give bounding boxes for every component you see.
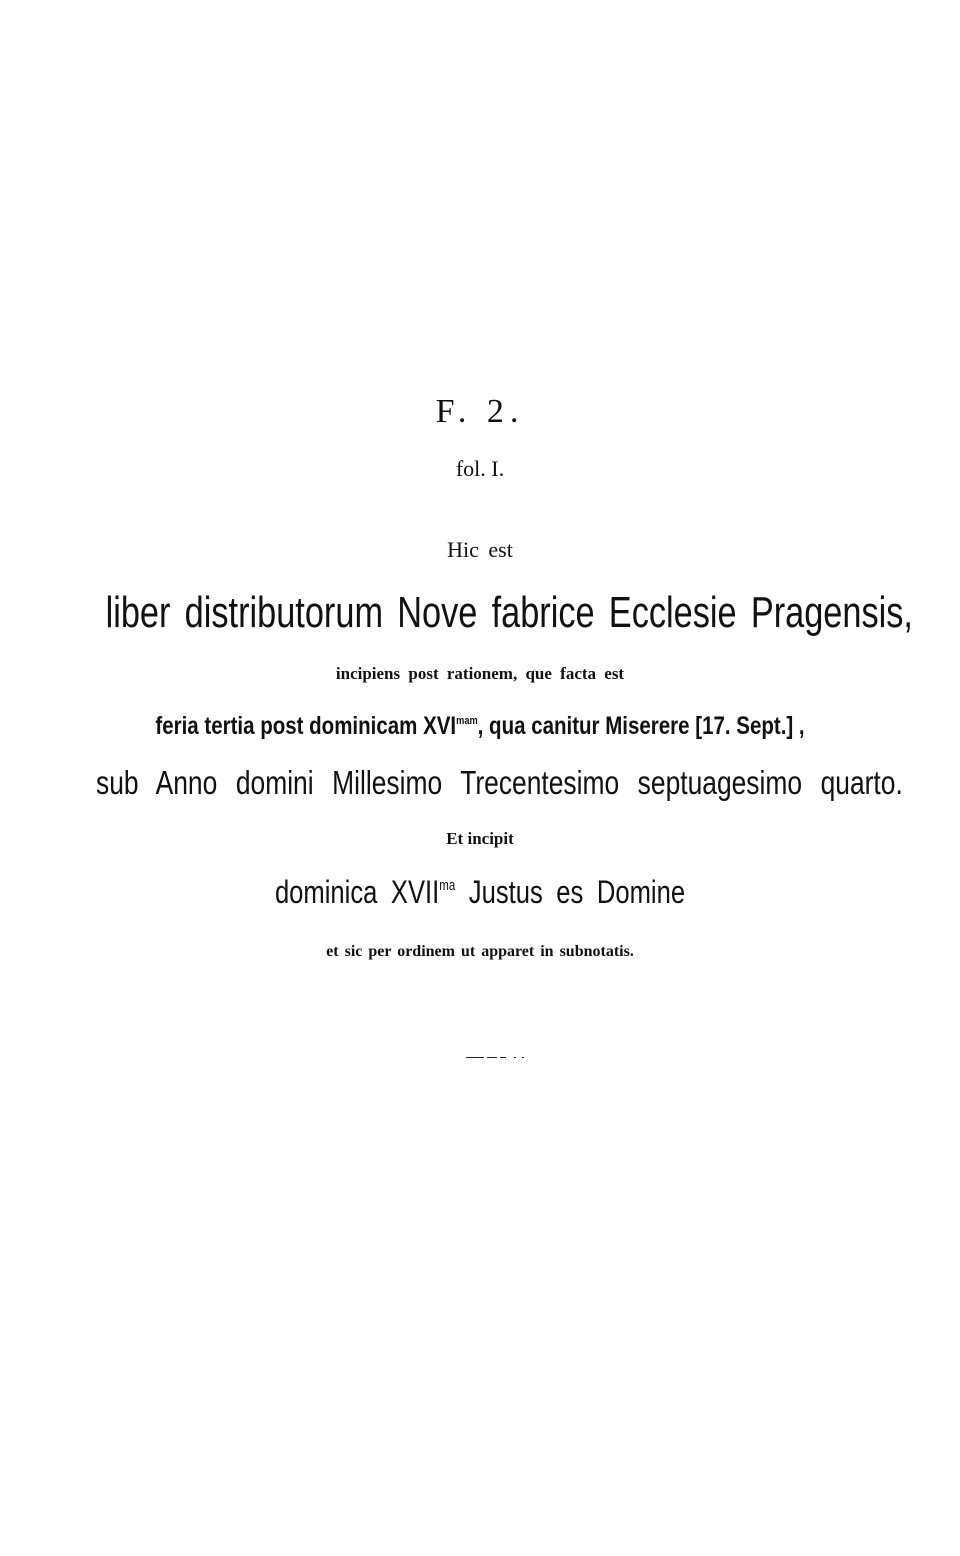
rule-segment bbox=[514, 1057, 516, 1058]
rule-segment bbox=[500, 1057, 506, 1058]
folio-number: fol. I. bbox=[455, 456, 505, 481]
dominica-line-start: dominica XVII bbox=[274, 874, 440, 910]
folio-mark: F. 2. bbox=[435, 393, 525, 430]
dominica-line-superscript: ma bbox=[439, 878, 456, 895]
feria-line bbox=[86, 712, 873, 741]
dominica-line-end: Justus es Domine bbox=[455, 874, 686, 910]
decorative-rule bbox=[466, 1057, 528, 1059]
main-title: liber distributorum Nove fabrice Ecclesie Pragensis, bbox=[105, 588, 913, 637]
year-line: sub Anno domini Millesimo Trecentesimo septuagesimo quarto. bbox=[96, 764, 903, 801]
subtitle-line: incipiens post rationem, que facta est bbox=[335, 664, 625, 683]
closing-line: et sic per ordinem ut apparet in subnotatis. bbox=[326, 943, 634, 960]
intro-line: Hic est bbox=[447, 537, 513, 562]
rule-segment bbox=[522, 1057, 524, 1058]
rule-segment bbox=[466, 1057, 484, 1058]
et-incipit-line: Et incipit bbox=[446, 829, 514, 848]
feria-line-superscript: mam bbox=[456, 714, 478, 727]
feria-line-start: feria tertia post dominicam XVI bbox=[155, 712, 457, 740]
rule-segment bbox=[487, 1057, 497, 1058]
dominica-line bbox=[96, 874, 864, 911]
feria-line-end: , qua canitur Miserere [17. Sept.] , bbox=[477, 712, 805, 740]
